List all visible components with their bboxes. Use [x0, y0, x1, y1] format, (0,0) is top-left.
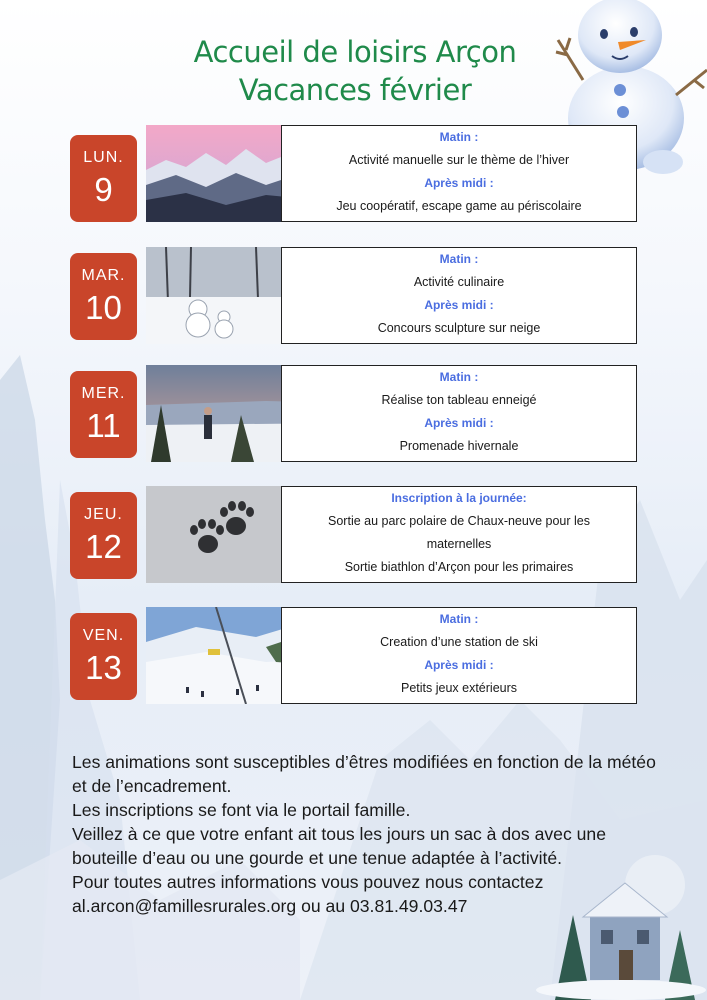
afternoon-heading: Après midi :	[424, 416, 494, 430]
activity-text: Concours sculpture sur neige	[377, 321, 541, 335]
morning-heading: Matin :	[439, 612, 479, 626]
activity-text: Réalise ton tableau enneigé	[381, 393, 537, 407]
day-badge	[70, 613, 137, 700]
day-row	[70, 247, 636, 344]
title-line-1: Accueil de loisirs Arçon	[193, 35, 517, 69]
morning-heading: Matin :	[439, 252, 479, 266]
day-badge	[70, 371, 137, 458]
activity-text: Sortie au parc polaire de Chaux-neuve pour les	[328, 514, 590, 528]
footer-line: Les inscriptions se font via le portail famille.	[72, 800, 411, 820]
activity-text: Petits jeux extérieurs	[400, 681, 518, 695]
day-row	[70, 125, 636, 222]
page-title	[150, 33, 560, 109]
afternoon-heading: Après midi :	[424, 298, 494, 312]
afternoon-heading: Après midi :	[424, 658, 494, 672]
title-line-2: Vacances février	[238, 73, 472, 107]
afternoon-heading: Après midi :	[424, 176, 494, 190]
day-name: JEU.	[84, 506, 123, 523]
footer-line: Les animations sont susceptibles d’êtres modifiées en fonction de la météo et de l’encadrement.	[72, 752, 656, 796]
activity-box	[281, 607, 637, 704]
activity-box	[281, 486, 637, 583]
day-number: 13	[85, 649, 122, 686]
day-number: 11	[86, 407, 121, 444]
day-number: 12	[85, 528, 122, 565]
day-name: MER.	[81, 385, 126, 402]
day-name: MAR.	[81, 267, 126, 284]
day-badge	[70, 492, 137, 579]
activity-text: Activité manuelle sur le thème de l’hiver	[348, 153, 570, 167]
activity-box	[281, 365, 637, 462]
activity-box	[281, 125, 637, 222]
activity-text: maternelles	[426, 537, 492, 551]
day-badge	[70, 135, 137, 222]
activity-box	[281, 247, 637, 344]
footer-contact: Pour toutes autres informations vous pouvez nous contactez al.arcon@famillesrurales.org ou au 03.81.49.03.47	[72, 872, 544, 916]
morning-heading: Matin :	[439, 370, 479, 384]
activity-text: Creation d’une station de ski	[380, 635, 538, 649]
day-number: 10	[85, 289, 122, 326]
day-row	[70, 486, 636, 583]
morning-heading: Matin :	[439, 130, 479, 144]
day-row	[70, 607, 636, 704]
snowy-house-illustration	[535, 845, 707, 1000]
registration-heading: Inscription à la journée:	[391, 491, 527, 505]
activity-text: Sortie biathlon d’Arçon pour les primaires	[344, 560, 574, 574]
footer-line: Veillez à ce que votre enfant ait tous les jours un sac à dos avec une bouteille d’eau ou une gourde et une tenue adaptée à l’activité.	[72, 824, 607, 868]
day-row	[70, 365, 636, 462]
activity-text: Jeu coopératif, escape game au périscolaire	[336, 199, 582, 213]
day-name: VEN.	[82, 627, 125, 644]
day-badge	[70, 253, 137, 340]
activity-text: Promenade hivernale	[399, 439, 519, 453]
activity-text: Activité culinaire	[413, 275, 505, 289]
day-name: LUN.	[83, 149, 124, 166]
day-number: 9	[94, 171, 113, 208]
